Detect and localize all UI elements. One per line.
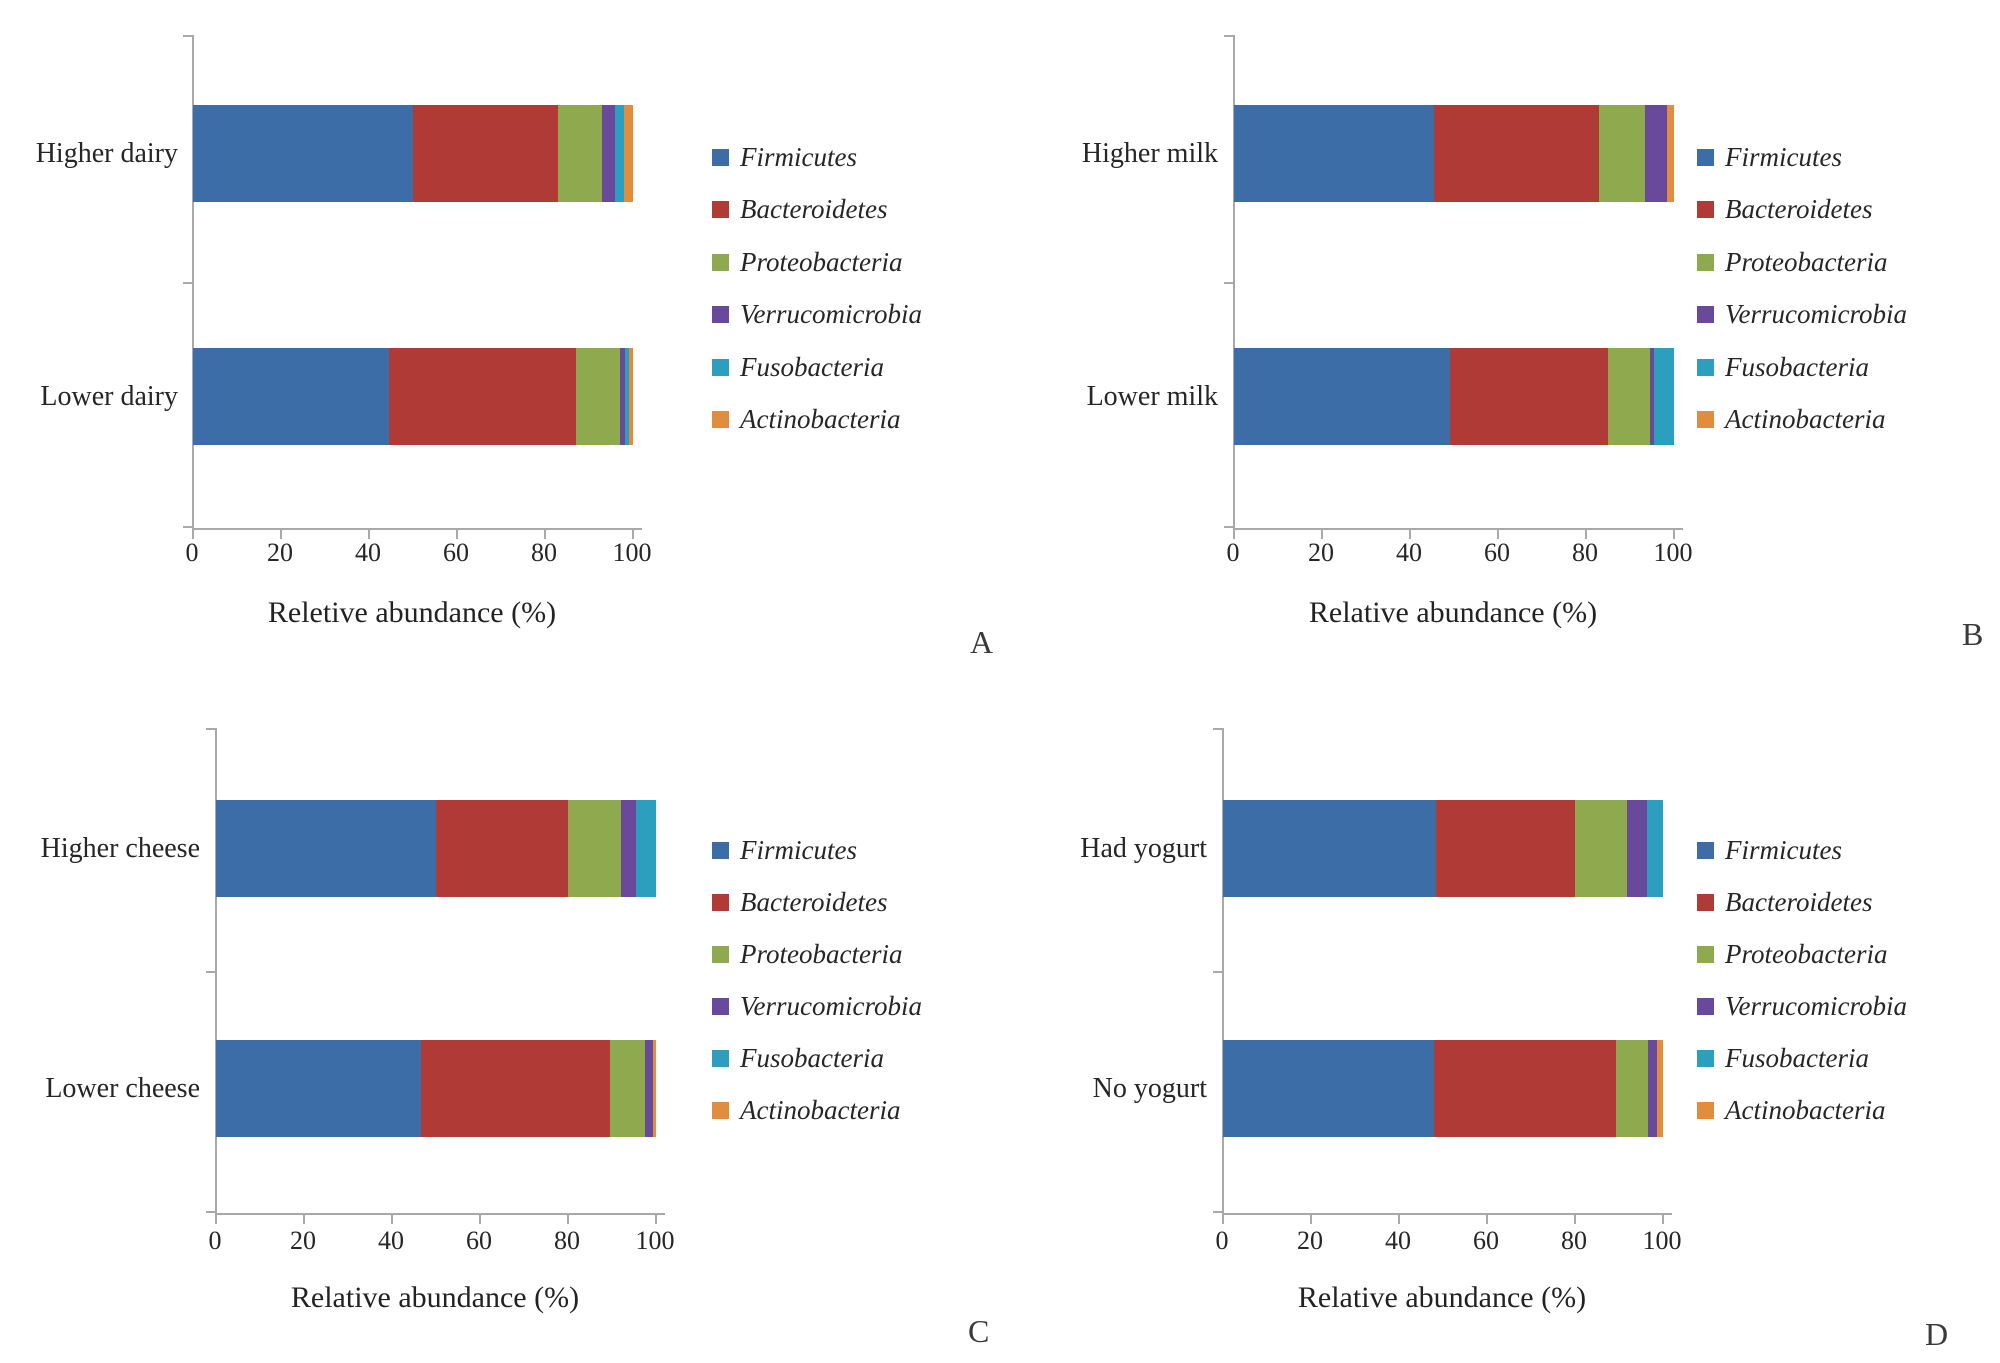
bar-segment-verrucomicrobia <box>1648 1040 1657 1137</box>
bar-segment-bacteroidetes <box>1434 105 1599 202</box>
x-axis-tick <box>655 1215 657 1224</box>
legend-color-swatch <box>1697 149 1714 166</box>
x-tick-label: 20 <box>267 538 293 567</box>
x-axis-line <box>1233 528 1683 530</box>
x-tick-label: 40 <box>378 1226 404 1255</box>
y-axis-tick <box>206 728 215 730</box>
legend-color-swatch <box>712 894 729 911</box>
stacked-bar <box>1234 348 1674 445</box>
stacked-bar <box>1223 800 1663 897</box>
legend-label: Firmicutes <box>1725 141 1842 172</box>
legend-label: Bacteroidetes <box>740 194 888 224</box>
legend-label: Firmicutes <box>1725 834 1842 865</box>
legend-color-swatch <box>712 946 729 963</box>
stacked-bar <box>1234 105 1674 202</box>
legend-label: Proteobacteria <box>1725 938 1888 969</box>
legend-label: Proteobacteria <box>740 938 903 969</box>
y-axis-tick <box>1213 728 1222 730</box>
legend-label: Verrucomicrobia <box>1725 299 1907 329</box>
legend-label: Proteobacteria <box>740 246 903 277</box>
x-tick-label: 60 <box>466 1226 492 1255</box>
legend-item <box>712 194 887 226</box>
legend-color-swatch <box>712 254 729 271</box>
category-label: Higher cheese <box>40 832 200 864</box>
stacked-bar <box>1223 1040 1663 1137</box>
legend-color-swatch <box>1697 306 1714 323</box>
legend-item <box>712 351 884 383</box>
legend-item <box>1697 938 1887 970</box>
legend-color-swatch <box>1697 359 1714 376</box>
x-tick-label: 100 <box>1642 1226 1682 1255</box>
x-axis-line <box>192 528 642 530</box>
legend-color-swatch <box>1697 946 1714 963</box>
legend-label: Bacteroidetes <box>1725 886 1873 917</box>
category-label: No yogurt <box>1092 1072 1207 1104</box>
panel-a-x-axis-title: Reletive abundance (%) <box>267 596 557 629</box>
panel-b-x-axis-title: Relative abundance (%) <box>1308 596 1598 629</box>
legend-color-swatch <box>1697 254 1714 271</box>
legend-label: Actinobacteria <box>740 404 901 434</box>
category-label: Lower milk <box>1086 380 1218 412</box>
x-tick-label: 100 <box>612 538 652 567</box>
legend-label: Verrucomicrobia <box>740 299 922 329</box>
x-axis-tick <box>303 1215 305 1224</box>
legend-label: Fusobacteria <box>1725 351 1869 382</box>
legend-label: Firmicutes <box>740 834 857 865</box>
panel-d-x-axis-title: Relative abundance (%) <box>1297 1281 1587 1314</box>
legend-item <box>1697 990 1907 1022</box>
bar-segment-proteobacteria <box>1599 105 1645 202</box>
bar-segment-proteobacteria <box>1608 348 1650 445</box>
x-tick-label: 20 <box>1308 538 1334 567</box>
panel-c-x-axis-title: Relative abundance (%) <box>290 1281 580 1314</box>
legend-item <box>1697 351 1869 383</box>
bar-segment-fusobacteria <box>1647 800 1663 897</box>
x-tick-label: 80 <box>1561 1226 1587 1255</box>
panel-b-letter: B <box>1962 616 1984 652</box>
x-tick-label: 0 <box>1226 538 1240 567</box>
legend-label: Proteobacteria <box>1725 246 1888 277</box>
legend-label: Fusobacteria <box>1725 1042 1869 1073</box>
bar-segment-bacteroidetes <box>1434 1040 1616 1137</box>
legend-label: Fusobacteria <box>740 351 884 382</box>
legend-item <box>1697 404 1885 436</box>
legend-color-swatch <box>1697 411 1714 428</box>
x-axis-line <box>1222 1213 1672 1215</box>
legend-color-swatch <box>1697 1050 1714 1067</box>
bar-segment-bacteroidetes <box>1436 800 1576 897</box>
bar-segment-firmicutes <box>1223 800 1436 897</box>
y-axis-tick <box>1213 971 1222 973</box>
y-axis-tick <box>1224 35 1233 37</box>
legend-color-swatch <box>712 998 729 1015</box>
legend-color-swatch <box>1697 894 1714 911</box>
x-tick-label: 60 <box>1484 538 1510 567</box>
legend-item <box>1697 834 1842 866</box>
bar-segment-proteobacteria <box>1616 1040 1648 1137</box>
bar-segment-verrucomicrobia <box>1645 105 1667 202</box>
legend-item <box>712 990 922 1022</box>
x-axis-tick <box>1486 1215 1488 1224</box>
bar-segment-actinobacteria <box>1657 1040 1663 1137</box>
x-tick-label: 60 <box>1473 1226 1499 1255</box>
legend-item <box>712 886 887 918</box>
bar-segment-firmicutes <box>1234 348 1450 445</box>
legend-item <box>1697 194 1872 226</box>
legend-item <box>1697 299 1907 331</box>
y-axis-tick <box>206 971 215 973</box>
legend-item <box>712 938 902 970</box>
bar-segment-firmicutes <box>1234 105 1434 202</box>
legend-label: Verrucomicrobia <box>1725 990 1907 1021</box>
legend-item <box>712 1042 884 1074</box>
legend-label: Actinobacteria <box>1725 1094 1886 1125</box>
x-tick-label: 60 <box>443 538 469 567</box>
category-label: Higher milk <box>1081 137 1218 169</box>
legend-color-swatch <box>1697 1102 1714 1119</box>
legend-color-swatch <box>712 411 729 428</box>
legend-color-swatch <box>712 359 729 376</box>
legend-item <box>712 299 922 331</box>
x-axis-tick <box>1310 1215 1312 1224</box>
bar-segment-proteobacteria <box>1575 800 1627 897</box>
x-tick-label: 80 <box>1572 538 1598 567</box>
bar-segment-actinobacteria <box>1667 105 1674 202</box>
x-axis-tick <box>567 1215 569 1224</box>
legend-color-swatch <box>1697 842 1714 859</box>
legend-label: Bacteroidetes <box>1725 194 1873 224</box>
x-axis-tick <box>391 1215 393 1224</box>
y-axis-tick <box>1224 282 1233 284</box>
category-label: Lower dairy <box>40 380 178 412</box>
y-axis-tick <box>183 35 192 37</box>
y-axis-tick <box>1213 1211 1222 1213</box>
legend-color-swatch <box>1697 998 1714 1015</box>
x-axis-tick <box>1574 1215 1576 1224</box>
legend-item <box>1697 1094 1885 1126</box>
x-tick-label: 0 <box>208 1226 222 1255</box>
bar-segment-fusobacteria <box>1654 348 1674 445</box>
legend-label: Verrucomicrobia <box>740 990 922 1021</box>
x-axis-line <box>215 1213 665 1215</box>
y-axis-tick <box>183 526 192 528</box>
y-axis-tick <box>1224 526 1233 528</box>
x-axis-tick <box>215 1215 217 1224</box>
panel-d-letter: D <box>1925 1316 1949 1352</box>
x-axis-tick <box>479 1215 481 1224</box>
legend-item <box>1697 1042 1869 1074</box>
x-tick-label: 40 <box>1396 538 1422 567</box>
legend-label: Fusobacteria <box>740 1042 884 1073</box>
legend-item <box>1697 886 1872 918</box>
legend-color-swatch <box>1697 201 1714 218</box>
x-tick-label: 100 <box>1653 538 1693 567</box>
y-axis-tick <box>183 282 192 284</box>
panel-a-letter: A <box>970 624 994 660</box>
legend-label: Bacteroidetes <box>740 886 888 917</box>
x-tick-label: 40 <box>1385 1226 1411 1255</box>
legend-color-swatch <box>712 201 729 218</box>
category-label: Higher dairy <box>35 137 178 169</box>
x-tick-label: 80 <box>554 1226 580 1255</box>
x-tick-label: 20 <box>290 1226 316 1255</box>
x-tick-label: 0 <box>1215 1226 1229 1255</box>
bar-segment-verrucomicrobia <box>1627 800 1646 897</box>
legend-item <box>712 246 902 278</box>
legend-item <box>1697 246 1887 278</box>
category-label: Lower cheese <box>45 1072 200 1104</box>
legend-label: Actinobacteria <box>1725 404 1886 434</box>
x-axis-tick <box>1662 1215 1664 1224</box>
category-label: Had yogurt <box>1080 832 1207 864</box>
legend-label: Actinobacteria <box>740 1094 901 1125</box>
legend-label: Firmicutes <box>740 141 857 172</box>
x-tick-label: 0 <box>185 538 199 567</box>
x-tick-label: 100 <box>635 1226 675 1255</box>
y-axis-tick <box>206 1211 215 1213</box>
panel-c-letter: C <box>968 1313 990 1349</box>
x-tick-label: 80 <box>531 538 557 567</box>
bar-segment-firmicutes <box>1223 1040 1434 1137</box>
x-tick-label: 40 <box>355 538 381 567</box>
x-axis-tick <box>1222 1215 1224 1224</box>
bar-segment-bacteroidetes <box>1450 348 1608 445</box>
legend-item <box>1697 141 1842 173</box>
x-tick-label: 20 <box>1297 1226 1323 1255</box>
legend-color-swatch <box>712 306 729 323</box>
x-axis-tick <box>1398 1215 1400 1224</box>
legend-color-swatch <box>712 1050 729 1067</box>
